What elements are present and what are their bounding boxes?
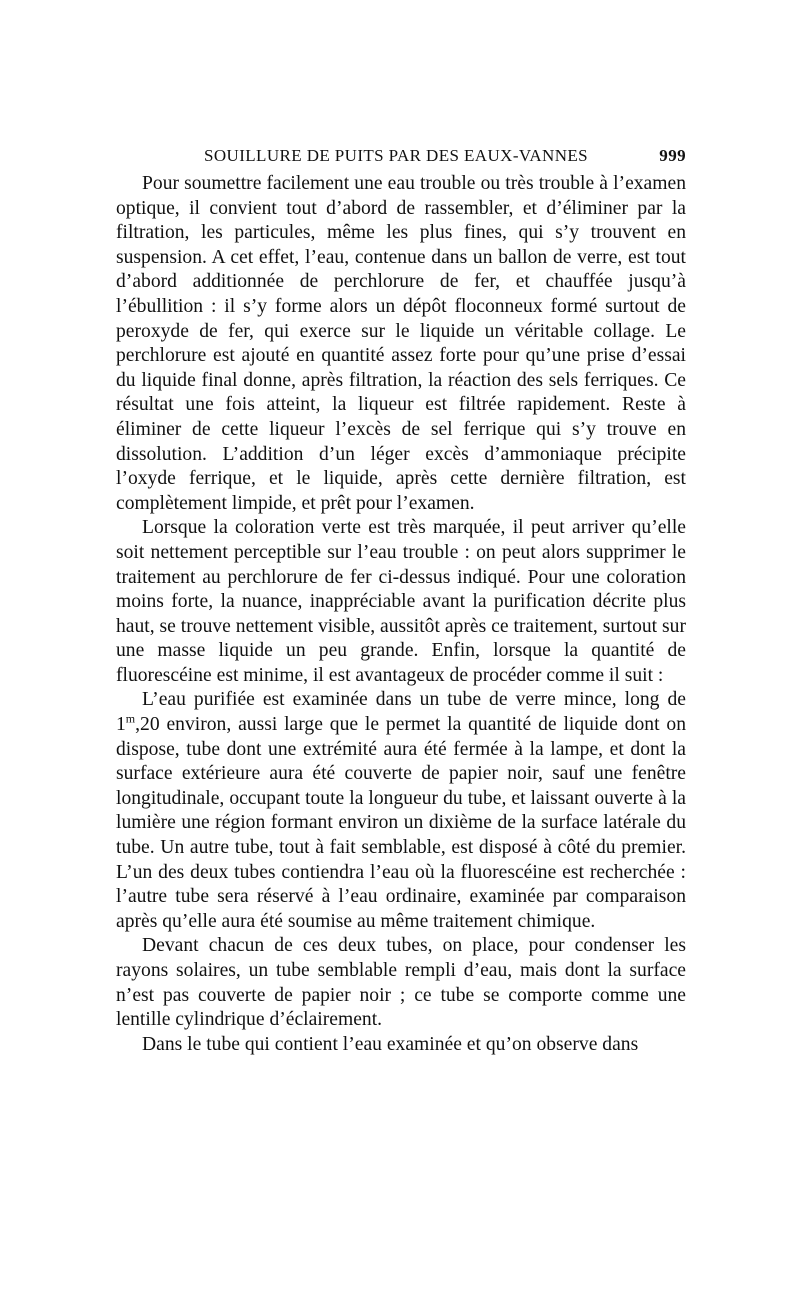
unit-superscript: m: [125, 711, 136, 726]
paragraph-condensing-lens: Devant chacun de ces deux tubes, on place, pour condenser les rayons solaires, un tube semblable rempli d’eau, mais dont la surface n’est pas couverte de papier noir ; ce tube se comporte comme une lentille cylindrique d’éclairement.: [116, 935, 686, 1031]
running-title: SOUILLURE DE PUITS PAR DES EAUX-VANNES: [204, 146, 589, 165]
book-page: [116, 142, 686, 1057]
paragraph-filtration: Pour soumettre facilement une eau trouble ou très trouble à l’examen optique, il convient tout d’abord de rassembler, et d’éliminer par la filtration, les particules, même les plus fines, qui s’y trouvent en suspension. A cet effet, l’eau, contenue dans un ballon de verre, est tout d’abord additionnée de perchlorure de fer, et chauffée jusqu’à l’ébullition : il s’y forme alors un dépôt floconneux formé surtout de peroxyde de fer, qui exerce sur le liquide un véritable collage. Le perchlorure est ajouté en quantité assez forte pour qu’une prise d’essai du liquide final donne, après filtration, la réaction des sels ferriques. Ce résultat une fois atteint, la liqueur est filtrée rapidement. Reste à éliminer de cette liqueur l’excès de sel ferrique qui s’y trouve en dissolution. L’addition d’un léger excès d’ammoniaque précipite l’oxyde ferrique, et le liquide, après cette dernière filtration, est complètement limpide, et prêt pour l’examen.: [116, 173, 686, 514]
running-head: [116, 142, 686, 172]
paragraph-tube-examination: [116, 688, 686, 934]
page-number: 999: [659, 146, 686, 165]
tube-text-end: ,20 environ, aussi large que le permet la quantité de liquide dont on dispose, tube dont une extrémité aura été fermée à la lampe, et dont la surface extérieure aura été couverte de papier noir, sauf une fenêtre longitudinale, occupant toute la longueur du tube, et laissant ouverte à la lumière une région formant environ un dixième de la surface latérale du tube. Un autre tube, tout à fait semblable, est disposé à côté du premier. L’un des deux tubes contiendra l’eau où la fluorescéine est recherchée : l’autre tube sera réservé à l’eau ordinaire, examinée par comparaison après qu’elle aura été soumise au même traitement chimique.: [116, 714, 686, 932]
tube-text-start: L’eau purifiée est examinée dans un tube de verre mince, long de 1: [116, 689, 686, 736]
paragraph-observation: Dans le tube qui contient l’eau examinée et qu’on observe dans: [142, 1033, 639, 1055]
paragraph-coloration: Lorsque la coloration verte est très marquée, il peut arriver qu’elle soit nettement perceptible sur l’eau trouble : on peut alors supprimer le traitement au perchlorure de fer ci-dessus indiqué. Pour une coloration moins forte, la nuance, inappréciable avant la purification décrite plus haut, se trouve nettement visible, aussitôt après ce traitement, surtout sur une masse liquide un peu grande. Enfin, lorsque la quantité de fluorescéine est minime, il est avantageux de procéder comme il suit :: [116, 517, 686, 686]
